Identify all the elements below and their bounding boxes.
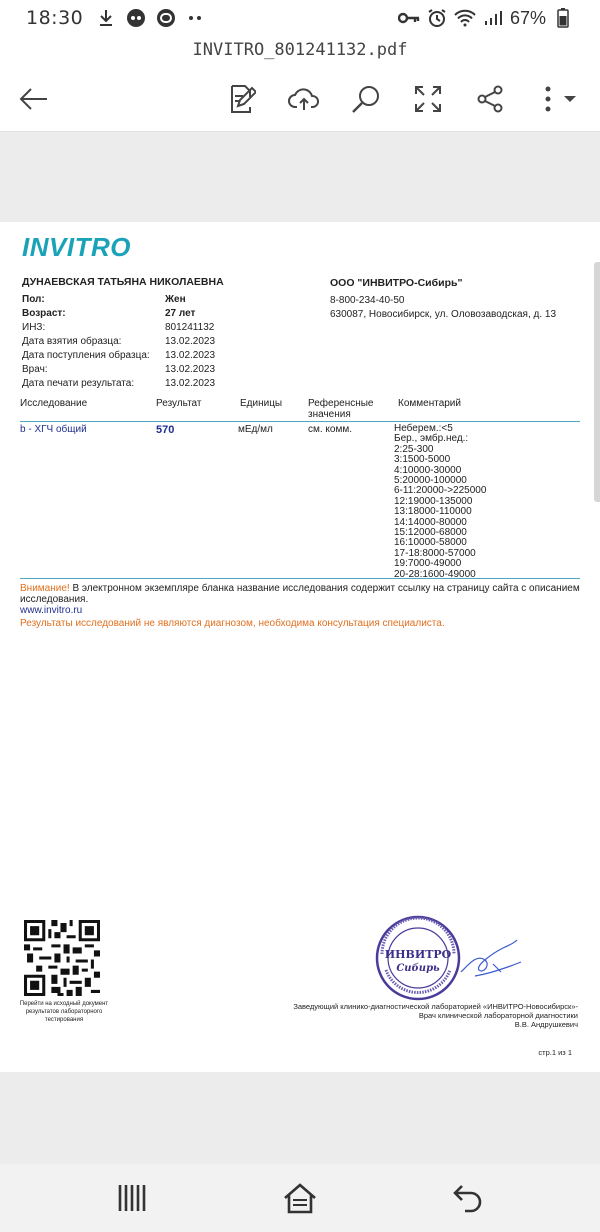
more-vertical-icon — [540, 85, 584, 113]
system-nav-bar — [0, 1164, 600, 1232]
table-divider — [20, 578, 580, 579]
lab-stamp — [374, 914, 462, 1002]
results-table-header — [20, 398, 580, 422]
key-icon — [398, 7, 420, 29]
viewer-background-top — [0, 132, 600, 222]
viewer-toolbar — [0, 66, 600, 132]
fullscreen-button[interactable] — [410, 81, 446, 117]
recent-apps-icon — [117, 1183, 147, 1213]
patient-name: ДУНАЕВСКАЯ ТАТЬЯНА НИКОЛАЕВНА — [22, 276, 224, 288]
test-comment: Неберем.:<5 Бер., эмбр.нед.: 2:25-300 3:1500-5000 4:10000-30000 5:20000-100000 6-11:20000->225000 12:19000-135000 13:18000-110000 14:14000-80000 15:12000-68000 16:10000-58000 17-18:8000-57000 19:7000-49000 20-28:1600-49000 — [394, 423, 487, 580]
patient-field: Дата взятия образца: 13.02.2023 — [22, 335, 216, 347]
patient-field: Врач: 13.02.2023 — [22, 363, 216, 375]
warning-label: Внимание! — [20, 583, 70, 594]
col-test: Исследование — [20, 398, 88, 409]
wifi-icon — [454, 7, 476, 29]
patient-field: Пол: Жен — [22, 293, 186, 305]
invitro-logo: INVITRO — [22, 232, 131, 262]
patient-field: Дата печати результата: 13.02.2023 — [22, 377, 216, 389]
patient-field: Дата поступления образца: 13.02.2023 — [22, 349, 216, 361]
svg-text:ИНВИТРО: ИНВИТРО — [384, 948, 452, 961]
signature — [455, 934, 525, 984]
col-comment: Комментарий — [398, 398, 461, 409]
share-button[interactable] — [472, 81, 508, 117]
signal-icon — [482, 7, 504, 29]
home-icon — [283, 1182, 317, 1214]
lab-address: 630087, Новосибирск, ул. Оловозаводская, д. 13 — [330, 309, 557, 320]
test-reference: см. комм. — [308, 424, 353, 435]
search-icon — [351, 84, 381, 114]
back-arrow-icon — [452, 1183, 484, 1213]
signer-block: Заведующий клинико-диагностической лабораторией «ИНВИТРО-Новосибирск»- Врач клинической лабораторной диагностики В.В. Андрушкевич — [293, 1002, 578, 1029]
search-button[interactable] — [348, 81, 384, 117]
pdf-filename: INVITRO_801241132.pdf — [0, 36, 600, 66]
col-result: Результат — [156, 398, 202, 409]
svg-text:Сибирь: Сибирь — [396, 963, 440, 974]
test-name-link[interactable]: b - ХГЧ общий — [20, 424, 87, 435]
more-menu-button[interactable] — [538, 81, 586, 117]
home-button[interactable] — [282, 1180, 318, 1216]
qr-caption: Перейти на исходный документ результатов лабораторного тестирования — [19, 1001, 109, 1023]
recent-apps-button[interactable] — [114, 1180, 150, 1216]
warning-text: В электронном экземпляре бланка название исследования содержит ссылку на страницу сайта с описанием исследования. — [20, 583, 580, 605]
cloud-upload-button[interactable] — [286, 81, 322, 117]
lab-name: ООО "ИНВИТРО-Сибирь" — [330, 277, 463, 289]
back-button[interactable] — [16, 81, 52, 117]
expand-icon — [414, 85, 442, 113]
more-notifications-icon — [185, 7, 207, 29]
edit-document-icon — [228, 84, 256, 114]
cloud-upload-icon — [288, 86, 320, 112]
disclaimer: Результаты исследований не являются диагнозом, необходима консультация специалиста. — [20, 618, 445, 629]
battery-icon — [552, 7, 574, 29]
patient-field: ИНЗ: 801241132 — [22, 321, 215, 333]
lab-phone: 8-800-234-40-50 — [330, 295, 405, 306]
battery-percent: 67% — [509, 7, 546, 28]
page-number: стр.1 из 1 — [538, 1048, 572, 1057]
invitro-site-link[interactable]: www.invitro.ru — [20, 605, 83, 616]
warning-note — [20, 583, 585, 616]
alarm-icon — [426, 7, 448, 29]
status-time: 18:30 — [26, 7, 84, 29]
patient-field: Возраст: 27 лет — [22, 307, 196, 319]
arrow-left-icon — [19, 87, 49, 111]
viewer-background-bottom — [0, 1072, 600, 1164]
share-icon — [476, 85, 504, 113]
test-result: 570 — [156, 424, 175, 436]
qr-code[interactable] — [24, 920, 100, 996]
pdf-page — [0, 222, 600, 1072]
lab-info — [330, 276, 590, 322]
patient-info — [22, 276, 322, 390]
app-notification-icon — [155, 7, 177, 29]
col-units: Единицы — [240, 398, 283, 409]
scroll-handle[interactable] — [594, 262, 600, 502]
test-units: мЕд/мл — [238, 424, 273, 435]
status-bar — [0, 0, 600, 36]
robot-icon — [125, 7, 147, 29]
back-nav-button[interactable] — [450, 1180, 486, 1216]
download-icon — [95, 7, 117, 29]
edit-button[interactable] — [224, 81, 260, 117]
col-reference: Референсные значения — [308, 398, 374, 420]
